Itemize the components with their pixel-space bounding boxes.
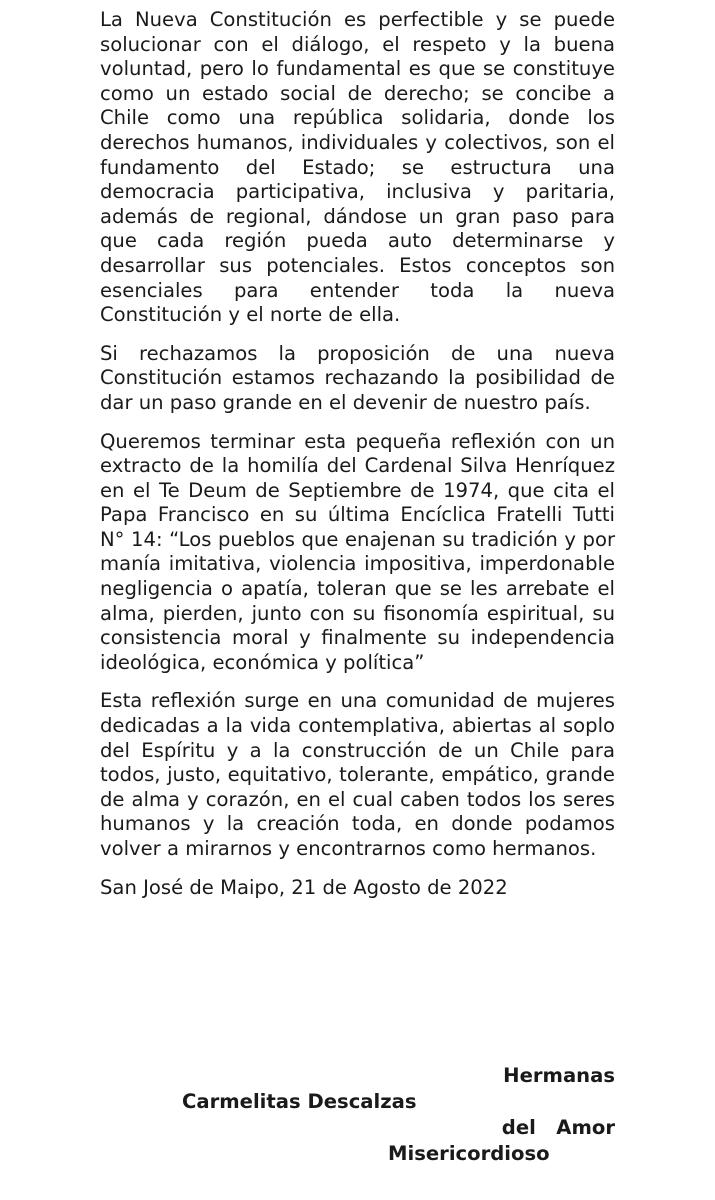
signature-line-2: Carmelitas Descalzas — [182, 1090, 417, 1113]
paragraph-reject: Si rechazamos la proposición de una nueva Constitución estamos rechazando la posibilidad de dar un paso grande en el devenir de nuestro país. — [100, 341, 615, 414]
signature-block — [100, 1063, 615, 1167]
signature-line-3: del Amor — [501, 1116, 615, 1139]
paragraph-constitution: La Nueva Constitución es perfectible y se puede solucionar con el diálogo, el respeto y la buena voluntad, pero lo fundamental es que se constituye como un estado social de derecho; se concibe a Chile como una república solidaria, donde los derechos humanos, individuales y colectivos, son el fundamento del Estado; se estructura una democracia participativa, inclusiva y paritaria, además de regional, dándose un gran paso para que cada región pueda auto determinarse y desarrollar sus potenciales. Estos conceptos son esenciales para entender toda la nueva Constitución y el norte de ella. — [100, 8, 615, 327]
signature-line-4: Misericordioso — [388, 1142, 550, 1165]
place-date: San José de Maipo, 21 de Agosto de 2022 — [100, 875, 508, 899]
signature-line-1: Hermanas — [503, 1064, 615, 1087]
document-body — [100, 8, 615, 914]
paragraph-homily-quote: Queremos terminar esta pequeña reflexión con un extracto de la homilía del Cardenal Silva Henríquez en el Te Deum de Septiembre de 1974, que cita el Papa Francisco en su última Encíclica Fratelli Tutti N° 14: “Los pueblos que enajenan su tradición y por manía imitativa, violencia impositiva, imperdonable negligencia o apatía, toleran que se les arrebate el alma, pierden, junto con su fisonomía espiritual, su consistencia moral y finalmente su independencia ideológica, económica y política” — [100, 429, 615, 674]
paragraph-community: Esta reflexión surge en una comunidad de mujeres dedicadas a la vida contemplativa, abiertas al soplo del Espíritu y a la construcción de un Chile para todos, justo, equitativo, tolerante, empático, grande de alma y corazón, en el cual caben todos los seres humanos y la creación toda, en donde podamos volver a mirarnos y encontrarnos como hermanos. — [100, 689, 615, 860]
